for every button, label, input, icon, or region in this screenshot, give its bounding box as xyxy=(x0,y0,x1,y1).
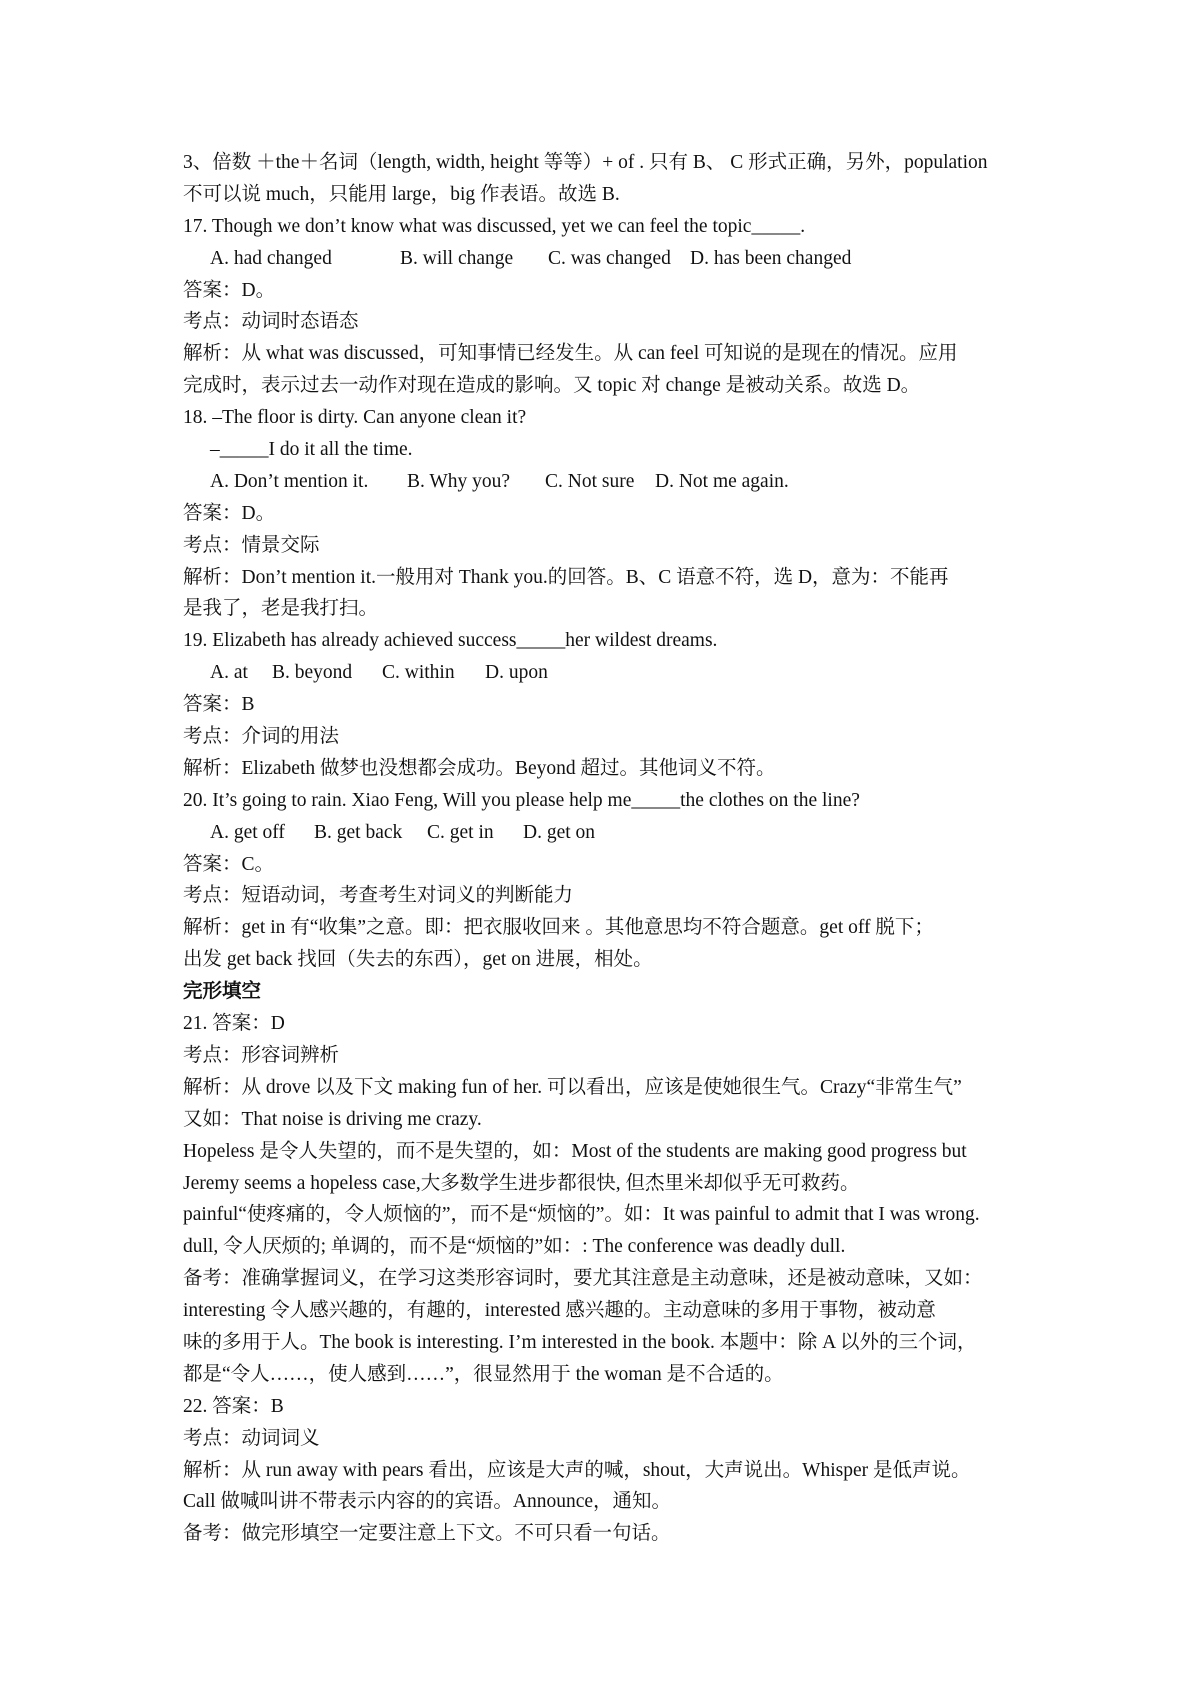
option-c: C. Not sure xyxy=(545,470,635,492)
text-line: 完成时，表示过去一动作对现在造成的影响。又 topic 对 change 是被动关系。故选 D。 xyxy=(183,375,921,397)
option-c: C. get in xyxy=(427,821,494,843)
option-d: D. has been changed xyxy=(690,247,852,269)
text-line: Hopeless 是令人失望的，而不是失望的，如：Most of the students are making good progress but xyxy=(183,1140,967,1162)
option-b: B. get back xyxy=(314,821,403,843)
answer-options xyxy=(183,657,1028,689)
option-a: A. Don’t mention it. xyxy=(210,470,369,492)
option-d: D. Not me again. xyxy=(655,470,789,492)
text-line: 考点：动词词义 xyxy=(183,1427,320,1449)
option-b: B. will change xyxy=(400,247,514,269)
text-line: dull, 令人厌烦的; 单调的，而不是“烦恼的”如：: The conference was deadly dull. xyxy=(183,1236,846,1258)
text-line: 21. 答案：D xyxy=(183,1013,285,1035)
text-line: 22. 答案：B xyxy=(183,1395,284,1417)
option-a: A. at xyxy=(210,662,248,684)
text-line: 解析：从 run away with pears 看出，应该是大声的喊，shout，大声说出。Whisper 是低声说。 xyxy=(183,1459,971,1481)
text-line: 20. It’s going to rain. Xiao Feng, Will you please help me_____the clothes on the line? xyxy=(183,789,860,811)
dialogue-line: –_____I do it all the time. xyxy=(210,439,413,461)
option-c: C. within xyxy=(382,662,455,684)
section-heading: 完形填空 xyxy=(183,981,262,1003)
text-line: 3、倍数 ＋the＋名词（length, width, height 等等）+ of . 只有 B、 C 形式正确，另外，population xyxy=(183,152,988,173)
option-a: A. had changed xyxy=(210,247,332,269)
text-line: 备考：做完形填空一定要注意上下文。不可只看一句话。 xyxy=(183,1523,671,1545)
text-line: 解析：get in 有“收集”之意。即：把衣服收回来 。其他意思均不符合题意。get off 脱下； xyxy=(183,917,934,939)
text-line: 考点：形容词辨析 xyxy=(183,1044,340,1066)
text-line: 备考：准确掌握词义，在学习这类形容词时，要尤其注意是主动意味，还是被动意味，又如： xyxy=(183,1268,983,1290)
answer-options xyxy=(183,466,1028,498)
text-line: 都是“令人……，使人感到……”，很显然用于 the woman 是不合适的。 xyxy=(183,1363,784,1385)
text-line: 解析：从 what was discussed，可知事情已经发生。从 can feel 可知说的是现在的情况。应用 xyxy=(183,343,958,365)
option-d: D. get on xyxy=(523,821,596,843)
text-line: Jeremy seems a hopeless case,大多数学生进步都很快, 但杰里米却似乎无可救药。 xyxy=(183,1172,860,1194)
text-line: 考点：短语动词，考查考生对词义的判断能力 xyxy=(183,885,574,907)
option-c: C. was changed xyxy=(548,247,671,269)
option-b: B. Why you? xyxy=(407,470,511,492)
document-page xyxy=(183,147,1028,1550)
answer-options xyxy=(183,817,1028,849)
text-line: 17. Though we don’t know what was discussed, yet we can feel the topic_____. xyxy=(183,215,806,237)
text-line: 出发 get back 找回（失去的东西），get on 进展，相处。 xyxy=(183,949,653,971)
option-d: D. upon xyxy=(485,662,548,684)
text-line: 19. Elizabeth has already achieved success_____her wildest dreams. xyxy=(183,630,718,652)
text-line: 考点：介词的用法 xyxy=(183,726,340,748)
text-line: 是我了，老是我打扫。 xyxy=(183,598,379,620)
text-line: 18. –The floor is dirty. Can anyone clean it? xyxy=(183,407,527,429)
text-line: 考点：动词时态语态 xyxy=(183,311,359,333)
text-line: painful“使疼痛的，令人烦恼的”，而不是“烦恼的”。如：It was painful to admit that I was wrong. xyxy=(183,1204,980,1226)
text-line: 解析：从 drove 以及下文 making fun of her. 可以看出，应该是使她很生气。Crazy“非常生气” xyxy=(183,1076,962,1098)
text-line: 考点：情景交际 xyxy=(183,534,320,556)
text-line: 答案：C。 xyxy=(183,853,275,875)
text-line: 味的多用于人。The book is interesting. I’m interested in the book. 本题中：除 A 以外的三个词， xyxy=(183,1331,977,1353)
text-line: Call 做喊叫讲不带表示内容的的宾语。Announce，通知。 xyxy=(183,1491,672,1513)
text-line: 不可以说 much，只能用 large，big 作表语。故选 B. xyxy=(183,183,620,205)
text-line: 答案：D。 xyxy=(183,279,276,301)
text-line: 解析：Don’t mention it.一般用对 Thank you.的回答。B、C 语意不符，选 D，意为：不能再 xyxy=(183,566,949,588)
text-line: 答案：B xyxy=(183,694,255,716)
text-line: interesting 令人感兴趣的，有趣的，interested 感兴趣的。主动意味的多用于事物，被动意 xyxy=(183,1300,936,1322)
option-b: B. beyond xyxy=(272,662,353,684)
text-line: 解析：Elizabeth 做梦也没想都会成功。Beyond 超过。其他词义不符。 xyxy=(183,757,776,779)
option-a: A. get off xyxy=(210,821,285,843)
text-line: 答案：D。 xyxy=(183,502,276,524)
text-line: 又如：That noise is driving me crazy. xyxy=(183,1108,482,1130)
answer-options xyxy=(183,243,1028,275)
